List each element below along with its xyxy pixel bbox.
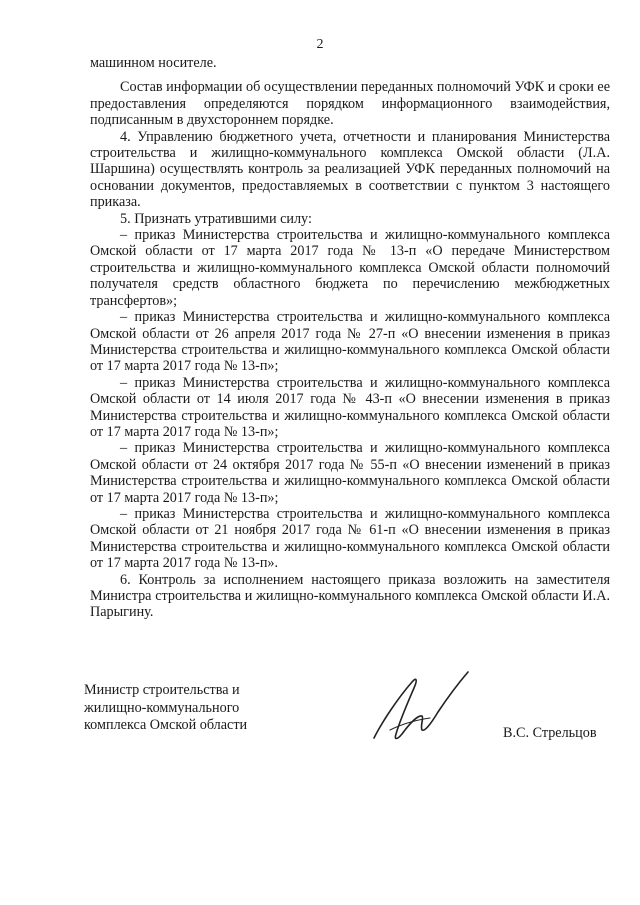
paragraph-repealed-order-3: – приказ Министерства строительства и жилищно-коммунального комплекса Омской области от 14 июля 2017 года № 43-п «О внесении изменения в приказ Министерства строительства и жилищно-коммунального комплекса Омской области от 17 марта 2017 года № 13-п»; [90,374,610,440]
signatory-title-line-3: комплекса Омской области [84,717,248,733]
signatory-title-line-2: жилищно-коммунального [84,699,240,716]
page-number: 2 [316,37,324,52]
paragraph-info-composition: Состав информации об осуществлении переданных полномочий УФК и сроки ее предоставления определяются порядком информационного взаимодействия, подписанным в двухстороннем порядке. [90,79,610,129]
paragraph-repealed-order-5: – приказ Министерства строительства и жилищно-коммунального комплекса Омской области от 21 ноября 2017 года № 61-п «О внесении изменения в приказ Министерства строительства и жилищно-коммунального комплекса Омской области от 17 марта 2017 года № 13-п». [90,505,610,572]
paragraph-item-6: 6. Контроль за исполнением настоящего приказа возложить на заместителя Министра строительства и жилищно-коммунального комплекса Омской области И.А. Парыгину. [90,571,610,621]
document-body [90,55,610,621]
paragraph-item-5: 5. Признать утратившими силу: [120,210,312,227]
paragraph-item-4: 4. Управлению бюджетного учета, отчетности и планирования Министерства строительства и жилищно-коммунального комплекса Омской области (Л.А. Шаршина) осуществлять контроль за реализацией УФК переданных полномочий на основании документов, предоставляемых в соответствии с пунктом 3 настоящего приказа. [90,128,610,211]
signatory-name: В.С. Стрельцов [503,725,597,741]
handwritten-signature [360,660,480,760]
signatory-title-line-1: Министр строительства и [84,682,240,698]
signatory-title [84,682,247,735]
paragraph-continuation: машинном носителе. [90,55,217,71]
paragraph-repealed-order-4: – приказ Министерства строительства и жилищно-коммунального комплекса Омской области от 24 октября 2017 года № 55-п «О внесении изменений в приказ Министерства строительства и жилищно-коммунального комплекса Омской области от 17 марта 2017 года № 13-п»; [90,440,610,506]
paragraph-repealed-order-1: – приказ Министерства строительства и жилищно-коммунального комплекса Омской области от 17 марта 2017 года № 13-п «О передаче Министерством строительства и жилищно-коммунального комплекса Омской области полномочий получателя средств областного бюджета по перечислению межбюджетных трансфертов»; [90,227,610,309]
paragraph-repealed-order-2: – приказ Министерства строительства и жилищно-коммунального комплекса Омской области от 26 апреля 2017 года № 27-п «О внесении изменения в приказ Министерства строительства и жилищно-коммунального комплекса Омской области от 17 марта 2017 года № 13-п»; [90,309,610,375]
